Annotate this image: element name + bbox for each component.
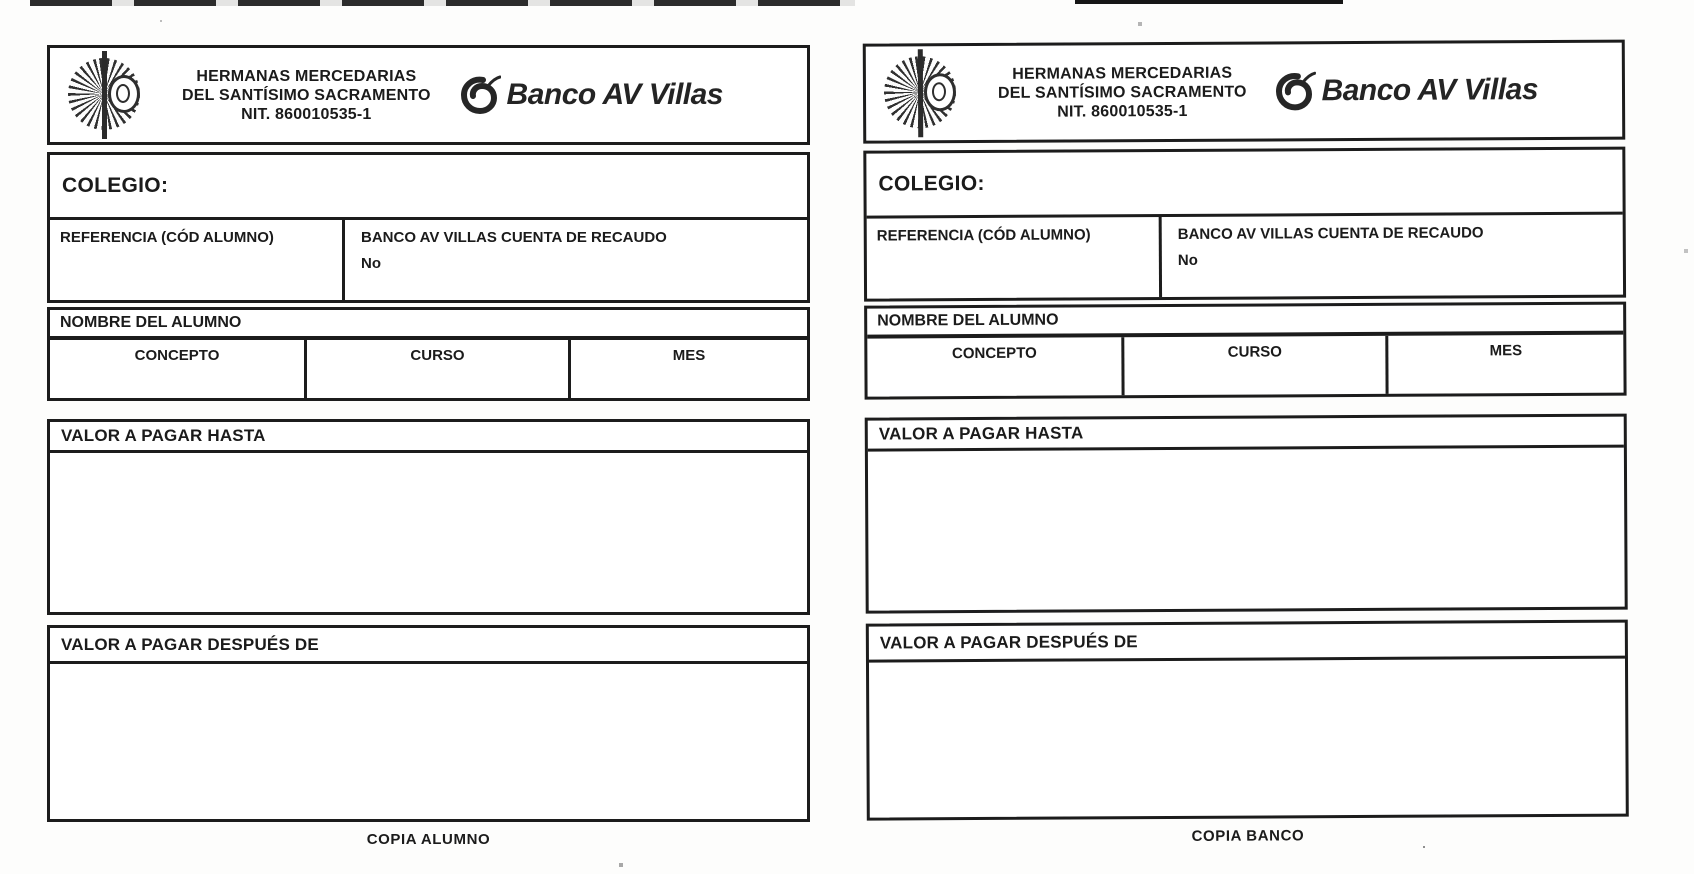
referencia-row <box>50 217 807 300</box>
nombre-alumno-row <box>50 310 807 340</box>
slip-header <box>47 45 810 145</box>
bank-swirl-icon <box>461 75 501 115</box>
school-nit: NIT. 860010535-1 <box>241 105 372 123</box>
school-name-line2: DEL SANTÍSIMO SACRAMENTO <box>182 86 431 104</box>
column-header-concepto: CONCEPTO <box>50 340 307 398</box>
valor-pagar-hasta-label: VALOR A PAGAR HASTA <box>868 417 1624 452</box>
concept-columns-row <box>867 335 1623 397</box>
cuenta-recaudo-cell <box>1162 215 1623 297</box>
valor-pagar-despues-box <box>866 620 1629 821</box>
school-name-line1: HERMANAS MERCEDARIAS <box>1012 64 1233 83</box>
referencia-label-cell: REFERENCIA (CÓD ALUMNO) <box>50 220 345 300</box>
payment-slip-copia-banco <box>863 40 1629 847</box>
nombre-alumno-label: NOMBRE DEL ALUMNO <box>877 311 1059 330</box>
concept-columns-row <box>50 340 807 398</box>
nombre-alumno-row <box>867 305 1623 339</box>
school-name-line1: HERMANAS MERCEDARIAS <box>196 67 417 85</box>
school-emblem-icon <box>66 51 152 139</box>
payment-slip-copia-alumno <box>47 45 810 848</box>
copy-caption: COPIA BANCO <box>1191 827 1305 845</box>
bank-swirl-icon <box>1275 71 1315 111</box>
slip-info-table <box>47 152 810 303</box>
bank-logo-text: Banco AV Villas <box>506 78 723 111</box>
slip-header <box>863 40 1626 144</box>
column-header-mes: MES <box>672 347 706 364</box>
colegio-row <box>50 155 807 217</box>
colegio-label: COLEGIO: <box>62 174 169 197</box>
school-name-block <box>998 63 1247 121</box>
school-name-block <box>182 67 431 124</box>
nombre-alumno-label: NOMBRE DEL ALUMNO <box>60 314 242 331</box>
cuenta-recaudo-label: BANCO AV VILLAS CUENTA DE RECAUDO <box>1177 224 1484 243</box>
bank-logo <box>461 75 723 115</box>
slip-student-table <box>864 302 1626 400</box>
bank-logo <box>1275 70 1538 111</box>
copy-caption: COPIA ALUMNO <box>366 831 491 848</box>
cuenta-recaudo-cell <box>345 220 807 300</box>
column-header-curso: CURSO <box>307 340 571 398</box>
column-header-mes: MES <box>1489 342 1523 360</box>
colegio-row <box>866 150 1622 216</box>
scan-artifact-top-bar <box>30 0 855 6</box>
cuenta-recaudo-no-label: No <box>1177 251 1198 269</box>
valor-pagar-despues-label: VALOR A PAGAR DESPUÉS DE <box>869 623 1625 663</box>
valor-pagar-hasta-box <box>865 414 1628 614</box>
slip-student-table <box>47 307 810 401</box>
valor-pagar-despues-box <box>47 625 810 822</box>
valor-pagar-hasta-label: VALOR A PAGAR HASTA <box>50 422 807 453</box>
column-header-concepto: CONCEPTO <box>867 337 1124 396</box>
column-header-curso: CURSO <box>1124 336 1388 395</box>
bank-logo-text: Banco AV Villas <box>1321 73 1539 108</box>
cuenta-recaudo-label: BANCO AV VILLAS CUENTA DE RECAUDO <box>361 229 667 246</box>
scan-noise <box>0 0 2 2</box>
valor-pagar-despues-label: VALOR A PAGAR DESPUÉS DE <box>50 628 807 664</box>
valor-pagar-hasta-box <box>47 419 810 615</box>
school-emblem-icon <box>882 49 968 137</box>
school-nit: NIT. 860010535-1 <box>1057 102 1188 121</box>
scan-artifact-top-bar <box>1075 0 1343 4</box>
school-name-line2: DEL SANTÍSIMO SACRAMENTO <box>997 83 1247 102</box>
slip-info-table <box>863 147 1626 302</box>
colegio-label: COLEGIO: <box>878 171 985 196</box>
referencia-row <box>867 212 1623 299</box>
cuenta-recaudo-no-label: No <box>361 255 381 272</box>
referencia-label-cell: REFERENCIA (CÓD ALUMNO) <box>867 217 1162 299</box>
